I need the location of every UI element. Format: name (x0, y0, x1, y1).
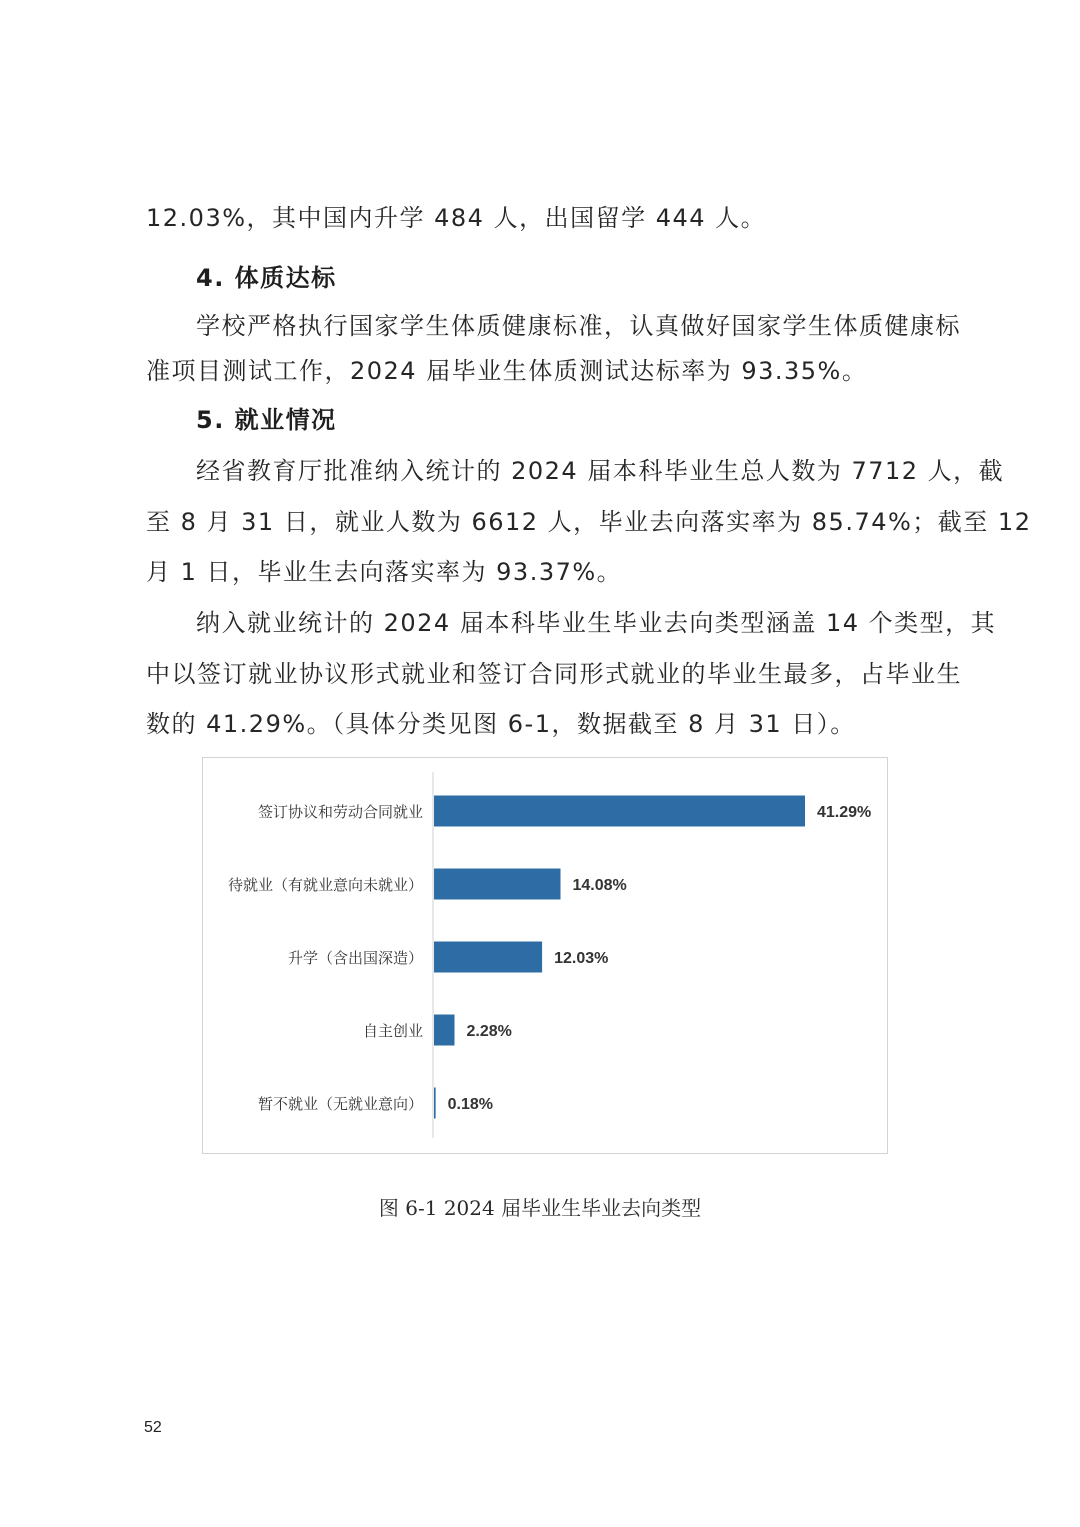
paragraph-line: 准项目测试工作，2024 届毕业生体质测试达标率为 93.35%。 (146, 357, 868, 385)
bar (434, 942, 542, 973)
paragraph-line: 经省教育厅批准纳入统计的 2024 届本科毕业生总人数为 7712 人，截 (196, 457, 1005, 485)
bar (434, 1088, 436, 1119)
paragraph-line: 中以签订就业协议形式就业和签订合同形式就业的毕业生最多，占毕业生 (146, 660, 962, 688)
data-label: 41.29% (817, 804, 872, 821)
paragraph-line: 学校严格执行国家学生体质健康标准，认真做好国家学生体质健康标 (196, 312, 961, 340)
bar (434, 869, 561, 900)
data-label: 14.08% (572, 877, 627, 894)
paragraph-line: 至 8 月 31 日，就业人数为 6612 人，毕业去向落实率为 85.74%；截至 12 (146, 508, 1032, 536)
data-label: 0.18% (447, 1096, 493, 1113)
section-heading-4: 4. 体质达标 (196, 264, 337, 292)
bar-chart (202, 757, 888, 1154)
figure-caption: 图 6-1 2024 届毕业生毕业去向类型 (378, 1196, 702, 1220)
category-label: 签订协议和劳动合同就业 (257, 803, 423, 821)
bar (434, 796, 805, 827)
category-label: 升学（含出国深造） (287, 949, 423, 967)
bar (434, 1015, 454, 1046)
category-label: 自主创业 (362, 1022, 423, 1040)
data-label: 12.03% (554, 950, 609, 967)
category-label: 待就业（有就业意向未就业） (227, 876, 423, 894)
chart-svg (203, 758, 887, 1153)
paragraph-line: 纳入就业统计的 2024 届本科毕业生毕业去向类型涵盖 14 个类型，其 (196, 609, 997, 637)
page-number: 52 (144, 1419, 162, 1436)
section-heading-5: 5. 就业情况 (196, 406, 337, 434)
paragraph-line: 数的 41.29%。（具体分类见图 6-1，数据截至 8 月 31 日）。 (146, 710, 856, 738)
paragraph-line: 月 1 日，毕业生去向落实率为 93.37%。 (146, 558, 623, 586)
category-label: 暂不就业（无就业意向） (257, 1095, 423, 1113)
data-label: 2.28% (466, 1023, 512, 1040)
paragraph-line: 12.03%，其中国内升学 484 人，出国留学 444 人。 (146, 204, 767, 232)
